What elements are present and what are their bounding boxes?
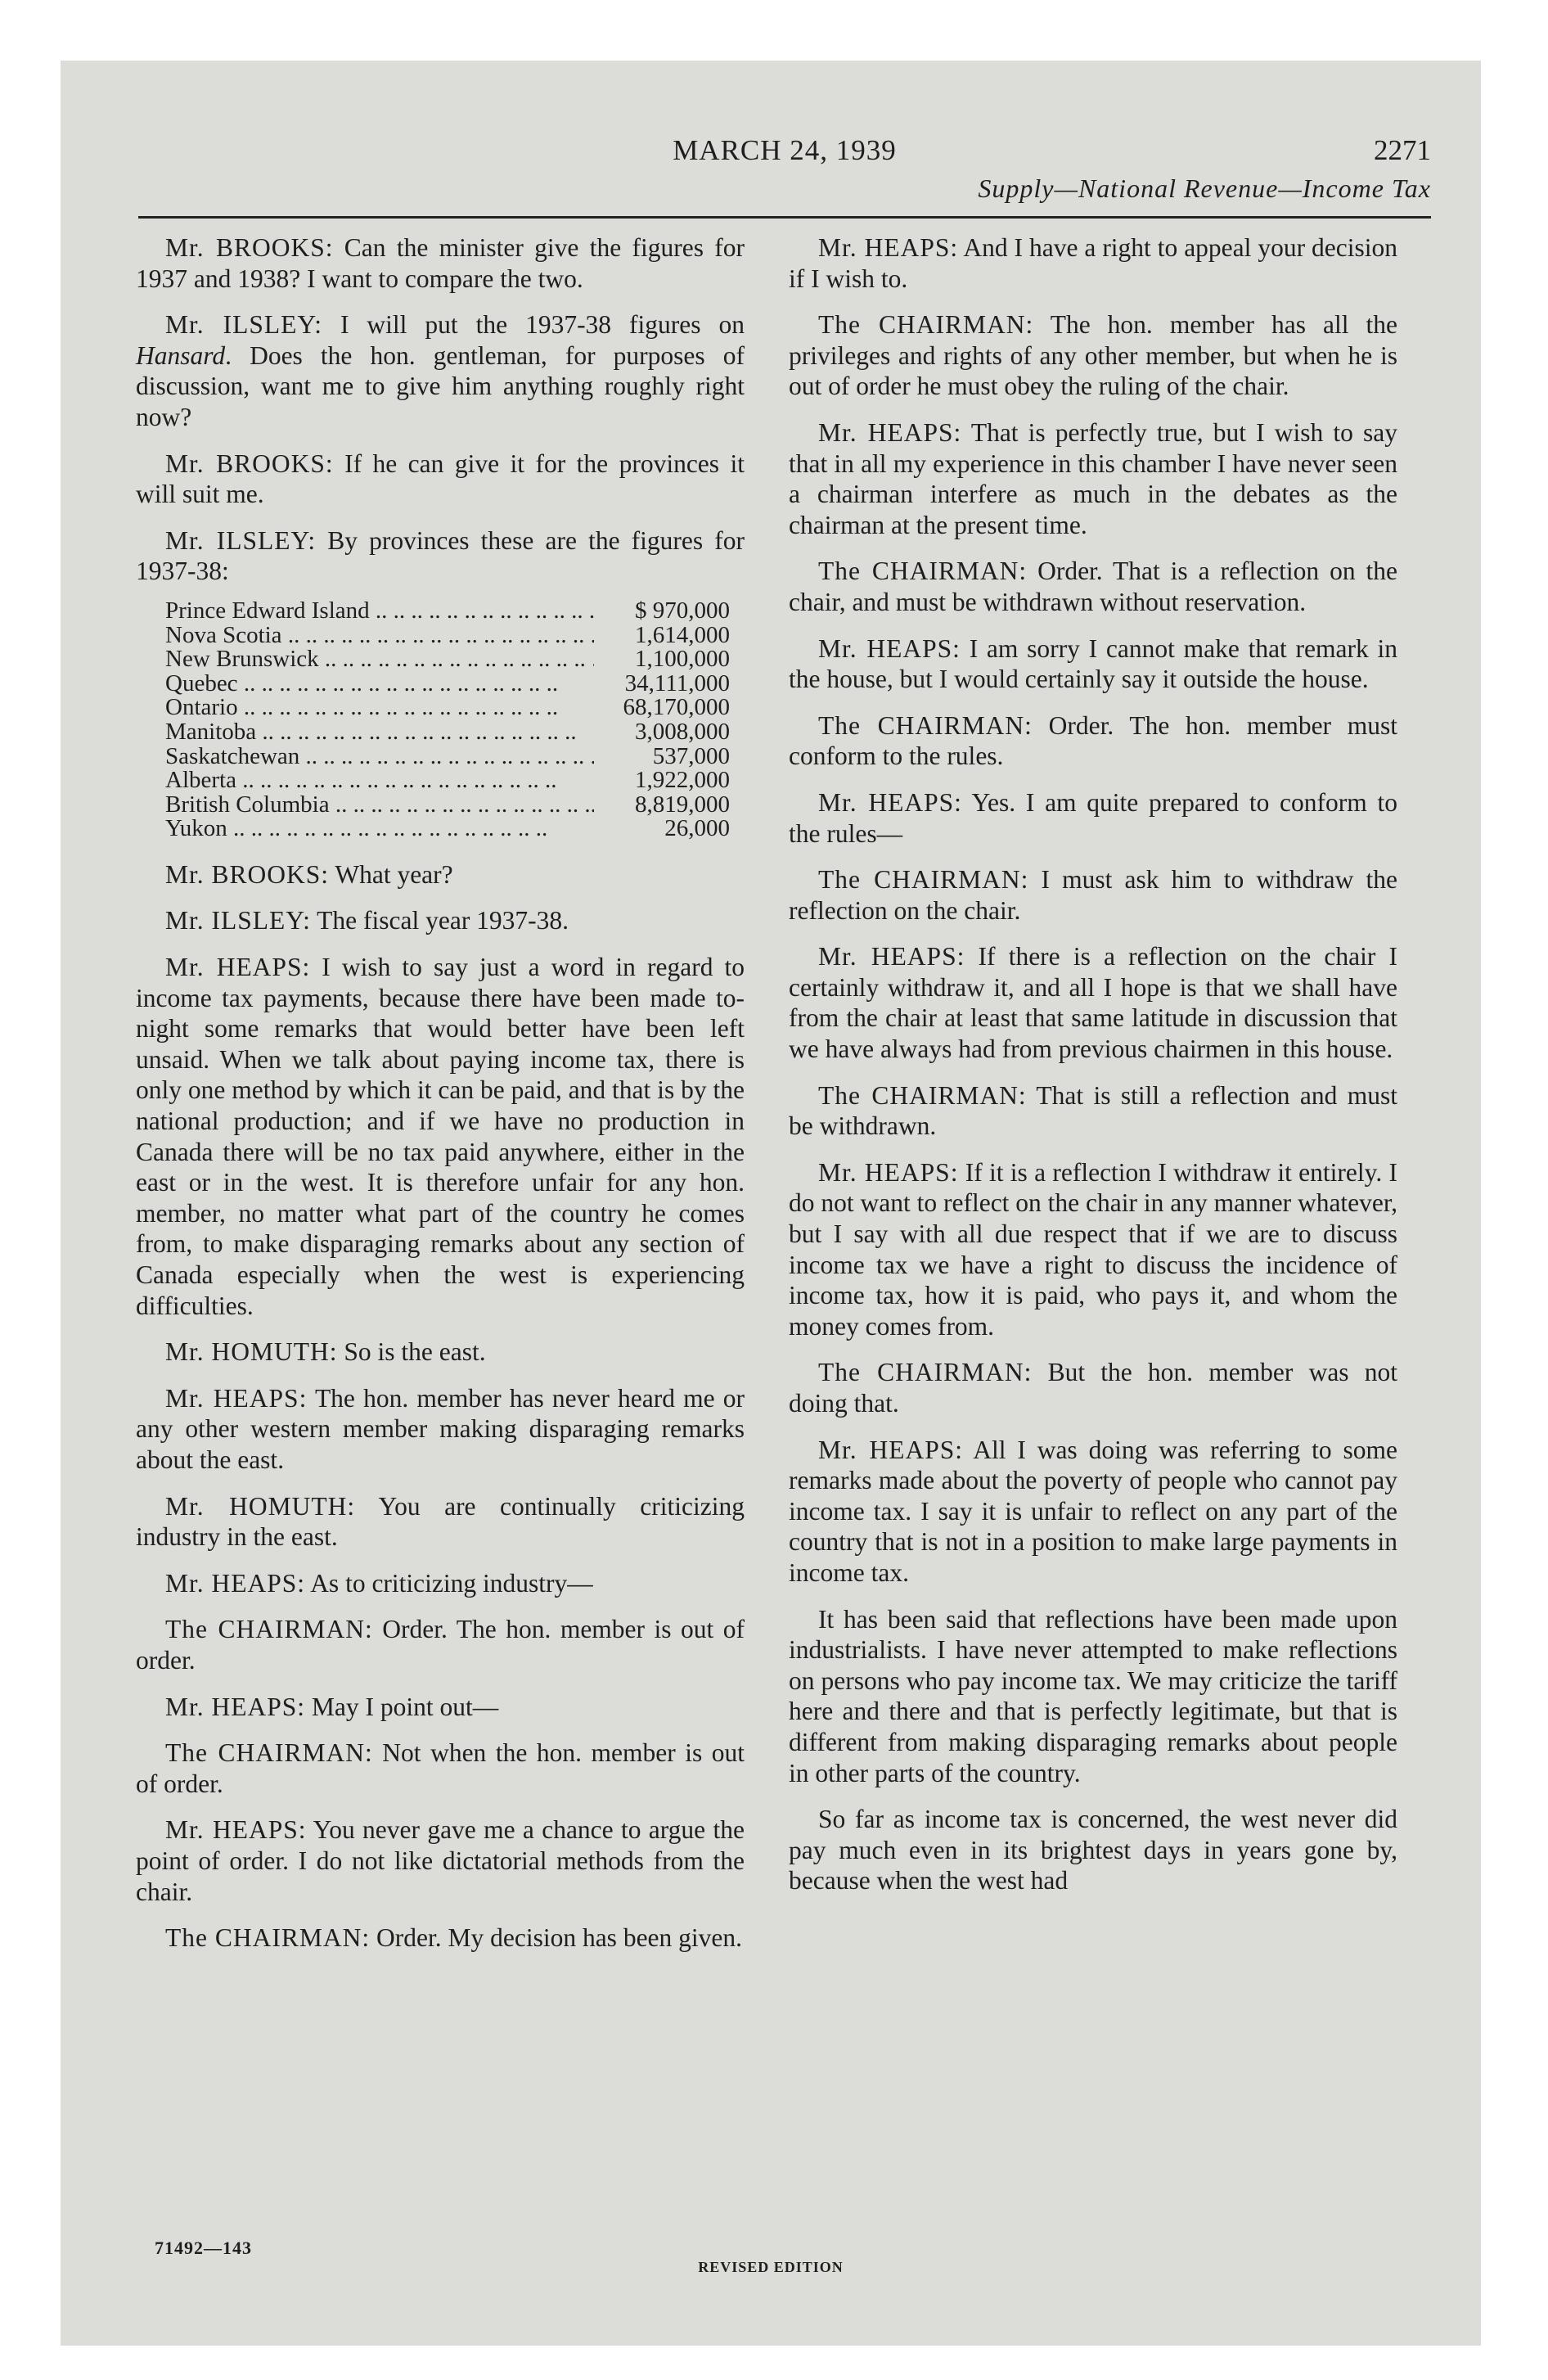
paragraph <box>136 449 745 510</box>
speaker-name: Mr. HEAPS: <box>165 1815 307 1845</box>
speaker-name: The CHAIRMAN: <box>818 557 1028 586</box>
paragraph-text: So far as income tax is concerned, the west never did pay much even in its brightest days in years gone by, because when the west had <box>789 1805 1397 1895</box>
paragraph-text: I wish to say just a word in regard to income tax payments, because there have been made to-night some remarks that would better have been left unsaid. When we talk about paying income tax, there is only one method by which it can be paid, and that is by the national production; and if we have no production in Canada there will be no tax paid anywhere, either in the east or in the west. It is therefore unfair for any hon. member, no matter what part of the country he comes from, to make disparaging remarks about any section of Canada especially when the west is experiencing difficulties. <box>136 953 745 1320</box>
paragraph <box>789 787 1397 849</box>
paragraph <box>136 1814 745 1907</box>
speaker-name: Mr. HEAPS: <box>818 787 962 817</box>
left-column-paragraphs <box>136 859 745 1954</box>
paragraph <box>136 1922 745 1954</box>
paragraph <box>789 556 1397 617</box>
paragraph <box>789 1604 1397 1789</box>
province-name: Yukon .. .. <box>165 817 594 841</box>
table-row <box>165 742 730 769</box>
paragraph-text: May I point out— <box>311 1692 499 1721</box>
province-value: $ 970,000 <box>635 597 730 624</box>
paragraph-text: Yes. I am quite prepared to conform to the rules— <box>789 787 1397 848</box>
table-row <box>165 647 730 672</box>
province-value: 1,922,000 <box>635 767 730 794</box>
paragraph <box>789 864 1397 926</box>
paragraph <box>136 1568 745 1599</box>
right-column <box>789 232 1397 1912</box>
paragraph-text: What year? <box>335 859 453 889</box>
paragraph <box>136 1336 745 1368</box>
table-row <box>165 621 730 648</box>
paragraph-text: The fiscal year 1937-38. <box>317 906 569 935</box>
province-value: 1,614,000 <box>635 621 730 648</box>
speaker-name: Mr. HEAPS: <box>818 1435 964 1464</box>
paragraph-text: As to criticizing industry— <box>310 1568 593 1598</box>
paragraph-text: I must ask him to withdraw the reflection on the chair. <box>789 865 1398 925</box>
province-name: New Brunswick .. .. <box>165 647 594 672</box>
hansard-italic: Hansard <box>136 340 226 370</box>
paragraph-text: I am sorry I cannot make that remark in the house, but I would certainly say it outside the house. <box>789 633 1398 694</box>
provincial-figures-table <box>165 599 730 841</box>
paragraph <box>136 905 745 936</box>
table-row <box>165 817 730 841</box>
paragraph-text: And I have a right to appeal your decision if I wish to. <box>789 233 1398 293</box>
paragraph <box>789 1080 1397 1142</box>
paragraph <box>136 1383 745 1476</box>
paragraph <box>789 1157 1397 1342</box>
paragraph <box>789 710 1397 772</box>
paragraph <box>789 232 1397 294</box>
speaker-name: The CHAIRMAN: <box>818 710 1033 740</box>
speaker-name: Mr. HEAPS: <box>818 633 961 663</box>
speaker-name: Mr. BROOKS: <box>165 859 330 889</box>
speaker-name: Mr. HEAPS: <box>165 953 311 982</box>
speaker-name: The CHAIRMAN: <box>818 865 1029 895</box>
province-name: Manitoba .. .. <box>165 720 594 745</box>
speaker-name: Mr. BROOKS: <box>165 233 334 262</box>
paragraph-text: That is perfectly true, but I wish to say that in all my experience in this chamber I have never seen a chairman interfere as much in the debates as the chairman at the present time. <box>789 417 1397 539</box>
province-name: Prince Edward Island .. .. <box>165 599 594 624</box>
paragraph <box>136 232 745 294</box>
header-rule <box>138 216 1431 219</box>
print-code: 71492—143 <box>155 2238 252 2258</box>
speaker-name: Mr. HOMUTH: <box>165 1337 338 1367</box>
paragraph-text: I will put the 1937-38 figures on <box>340 310 745 340</box>
table-row <box>165 793 730 818</box>
paragraph-text: If there is a reflection on the chair I certainly withdraw it, and all I hope is that we shall have from the chair at least that same latitude in discussion that we have always had from previous chairmen in this house. <box>789 942 1397 1064</box>
edition-label: REVISED EDITION <box>698 2259 844 2275</box>
province-name: Ontario .. .. <box>165 696 594 720</box>
speaker-name: Mr. HEAPS: <box>165 1568 306 1598</box>
header-date: MARCH 24, 1939 <box>673 134 897 166</box>
paragraph <box>136 1692 745 1723</box>
province-value: 3,008,000 <box>635 718 730 745</box>
province-name: Quebec .. .. <box>165 672 594 696</box>
paragraph-text: The hon. member has never heard me or any other western member making disparaging remarks about the east. <box>136 1383 745 1474</box>
paragraph <box>789 417 1397 540</box>
speaker-name: Mr. ILSLEY: <box>165 906 311 935</box>
paragraph-text: Order. My decision has been given. <box>376 1923 743 1953</box>
paragraph <box>136 525 745 587</box>
province-name: Nova Scotia .. .. <box>165 624 594 648</box>
province-value: 34,111,000 <box>624 669 730 696</box>
table-row <box>165 696 730 720</box>
left-column <box>136 232 745 1969</box>
speaker-name: Mr. ILSLEY: <box>165 525 317 555</box>
speaker-name: The CHAIRMAN: <box>818 1080 1027 1110</box>
paragraph <box>789 1357 1397 1418</box>
speaker-name: The CHAIRMAN: <box>165 1738 373 1768</box>
speaker-name: Mr. BROOKS: <box>165 449 334 478</box>
paragraph-text: It has been said that reflections have been made upon industrialists. I have never attempted to make reflections on persons who pay income tax. We may criticize the tariff here and there and that is perfectly legitimate, but that is different from making disparaging remarks about people in other parts of the country. <box>789 1604 1397 1787</box>
speaker-name: The CHAIRMAN: <box>818 310 1034 340</box>
speaker-name: Mr. HEAPS: <box>165 1383 308 1413</box>
province-name: Alberta .. .. <box>165 769 594 793</box>
paragraph <box>136 309 745 432</box>
speaker-name: The CHAIRMAN: <box>165 1923 371 1953</box>
paragraph <box>136 952 745 1321</box>
paragraph-text: Can the minister give the figures for 1937 and 1938? I want to compare the two. <box>136 233 745 293</box>
speaker-name: Mr. HEAPS: <box>818 1157 959 1187</box>
paragraph-text: Order. The hon. member must conform to the rules. <box>789 710 1398 771</box>
paragraph-text: Order. The hon. member is out of order. <box>136 1615 745 1675</box>
speaker-name: Mr. HEAPS: <box>818 233 959 262</box>
paragraph-text: So is the east. <box>344 1337 486 1367</box>
province-value: 68,170,000 <box>623 694 730 721</box>
speaker-name: The CHAIRMAN: <box>165 1615 373 1644</box>
running-subtitle: Supply—National Revenue—Income Tax <box>978 174 1431 203</box>
paragraph-text: That is still a reflection and must be withdrawn. <box>789 1080 1397 1141</box>
speaker-name: Mr. HEAPS: <box>818 417 962 447</box>
table-row <box>165 769 730 793</box>
province-value: 8,819,000 <box>635 791 730 818</box>
paragraph-text: The hon. member has all the privileges and rights of any other member, but when he is out of order he must obey the ruling of the chair. <box>789 310 1397 401</box>
page-number: 2271 <box>1374 134 1431 166</box>
speaker-name: Mr. HEAPS: <box>818 942 965 971</box>
table-row <box>165 720 730 745</box>
paragraph-text: If it is a reflection I withdraw it entirely. I do not want to reflect on the chair in any manner whatever, but I say with all due respect that if we are to discuss income tax we have a right to discuss the incidence of income tax, how it is paid, who pays it, and whom the money comes from. <box>789 1157 1397 1341</box>
paragraph <box>789 1804 1397 1896</box>
paragraph <box>789 309 1397 402</box>
table-row <box>165 599 730 624</box>
paragraph-text: All I was doing was referring to some remarks made about the poverty of people who cannot pay income tax. I say it is unfair to reflect on any part of the country that is not in a position to make large payments in income tax. <box>789 1435 1398 1587</box>
speaker-name: Mr. ILSLEY: <box>165 310 322 340</box>
speaker-name: The CHAIRMAN: <box>818 1358 1033 1387</box>
paragraph-text: Order. That is a reflection on the chair, and must be withdrawn without reservation. <box>789 557 1397 616</box>
paragraph-text: If he can give it for the provinces it will suit me. <box>136 449 745 509</box>
paragraph <box>789 941 1397 1064</box>
paragraph-text: You are continually criticizing industry in the east. <box>136 1491 745 1552</box>
paragraph-text: Not when the hon. member is out of order. <box>136 1738 745 1798</box>
paragraph <box>789 1435 1397 1589</box>
province-value: 26,000 <box>664 815 730 842</box>
paragraph <box>136 859 745 890</box>
page-header <box>138 134 1431 229</box>
paragraph <box>136 1491 745 1553</box>
province-name: Saskatchewan .. .. <box>165 745 594 769</box>
province-value: 1,100,000 <box>635 646 730 673</box>
table-row <box>165 669 730 696</box>
speaker-name: Mr. HOMUTH: <box>165 1491 356 1521</box>
paragraph <box>789 633 1397 695</box>
province-value: 537,000 <box>652 742 730 769</box>
paragraph-text: You never gave me a chance to argue the point of order. I do not like dictatorial methods from the chair. <box>136 1815 745 1906</box>
speaker-name: Mr. HEAPS: <box>165 1692 306 1721</box>
paragraph-text: By provinces these are the figures for 1937-38: <box>136 525 745 586</box>
paragraph <box>136 1738 745 1799</box>
paragraph-text-continued: . Does the hon. gentleman, for purposes of discussion, want me to give him anything roughly right now? <box>136 340 745 431</box>
scanned-page <box>61 61 1481 2346</box>
paragraph <box>136 1614 745 1675</box>
right-column-paragraphs <box>789 232 1397 1896</box>
paragraph-text: But the hon. member was not doing that. <box>789 1358 1397 1418</box>
province-name: British Columbia .. .. <box>165 793 594 818</box>
